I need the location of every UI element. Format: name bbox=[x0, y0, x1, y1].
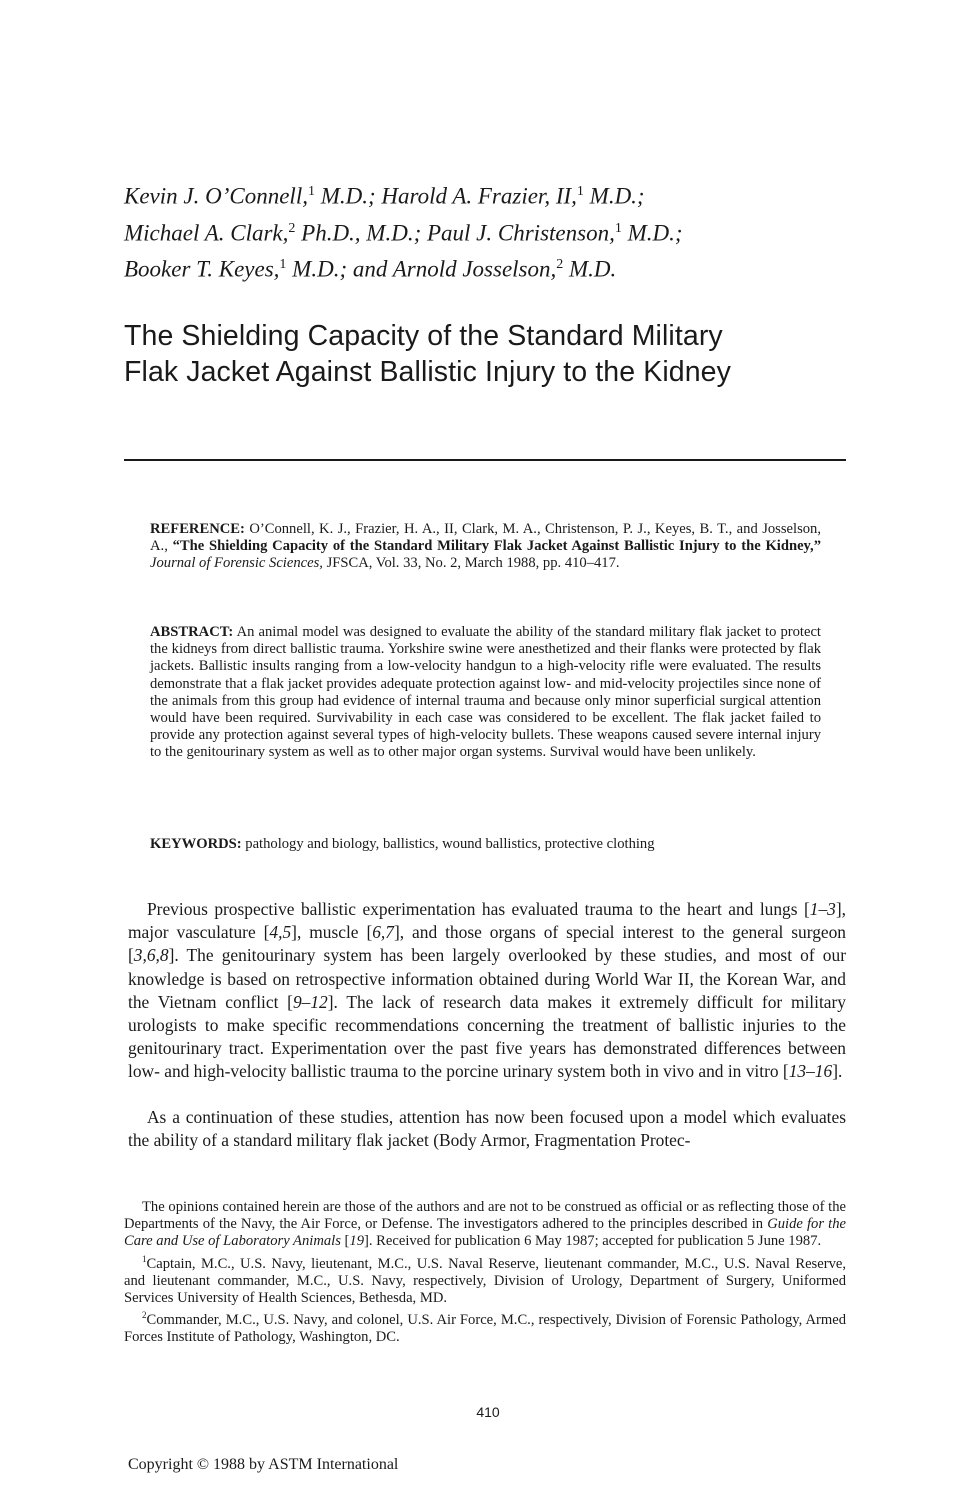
author-name: Arnold Josselson, bbox=[392, 256, 557, 282]
affiliation-marker: 1 bbox=[576, 184, 584, 199]
author-degree: M.D.; bbox=[583, 183, 645, 209]
footnote-1 bbox=[124, 1251, 846, 1307]
affiliation-marker: 2 bbox=[288, 220, 296, 236]
keywords-block bbox=[150, 836, 821, 853]
abstract-label: ABSTRACT: bbox=[150, 624, 234, 640]
footnote-text: Commander, M.C., U.S. Navy, and colonel, U.S. Air Force, M.C., respectively, Division of Forensic Pathology, Armed Forces Institute of Pathology, Washington, DC. bbox=[124, 1311, 846, 1346]
reference-block bbox=[150, 521, 821, 573]
title-divider bbox=[124, 459, 846, 461]
citation-ref: 13–16 bbox=[788, 1061, 833, 1082]
footnote-text: [ bbox=[340, 1233, 350, 1250]
body-paragraph bbox=[128, 898, 846, 1084]
title-line: The Shielding Capacity of the Standard Military bbox=[124, 320, 723, 352]
paper-title bbox=[124, 318, 864, 390]
reference-title: “The Shielding Capacity of the Standard Military Flak Jacket Against Ballistic Injury to the Kidney,” bbox=[172, 538, 821, 555]
affiliation-marker: 2 bbox=[556, 257, 564, 273]
reference-label: REFERENCE: bbox=[150, 521, 245, 537]
author-name: Booker T. Keyes, bbox=[124, 256, 280, 282]
author-name: Michael A. Clark, bbox=[124, 220, 289, 246]
footnote-2 bbox=[124, 1307, 846, 1346]
copyright-notice: Copyright © 1988 by ASTM International bbox=[128, 1456, 399, 1473]
reference-authors: O’Connell, K. J., Frazier, H. A., II, Clark, M. A., Christenson, P. J., Keyes, B. T., and Josselson, A., bbox=[150, 521, 821, 555]
keywords-text: pathology and biology, ballistics, wound ballistics, protective clothing bbox=[241, 836, 655, 852]
affiliation-marker: 1 bbox=[614, 220, 622, 236]
footnote-marker: 1 bbox=[142, 1253, 147, 1264]
abstract-block bbox=[150, 624, 821, 762]
author-name: Kevin J. O’Connell, bbox=[124, 183, 308, 209]
author-name: Harold A. Frazier, II, bbox=[381, 183, 577, 209]
author-name: Paul J. Christenson, bbox=[426, 220, 615, 246]
author-degree: M.D. bbox=[563, 256, 617, 282]
title-line: Flak Jacket Against Ballistic Injury to the Kidney bbox=[124, 356, 731, 388]
affiliation-marker: 1 bbox=[307, 184, 315, 199]
footnote-text: The opinions contained herein are those of the authors and are not to be construed as official or as reflecting those of the Departments of the Navy, the Air Force, or Defense. The investigators adhered to the principles described in bbox=[124, 1199, 846, 1233]
body-text: ], and those organs of special interest to the general surgeon [ bbox=[128, 922, 846, 966]
footnote-guide-title: Guide for the Care and Use of Laboratory Animals bbox=[124, 1216, 846, 1250]
body-text: ], major vasculature [ bbox=[128, 899, 846, 943]
author-degree: M.D.; bbox=[621, 220, 683, 246]
keywords-label: KEYWORDS: bbox=[150, 836, 242, 852]
citation-ref: 6,7 bbox=[372, 922, 394, 943]
footnote-text: ]. Received for publication 6 May 1987; accepted for publication 5 June 1987. bbox=[364, 1233, 822, 1250]
body-text: ]. The genitourinary system has been largely overlooked by these studies, and most of our knowledge is based on retrospective information obtained during World War II, the Korean War, and the Vietnam conflict [ bbox=[128, 945, 846, 1012]
author-degree: Ph.D., M.D.; bbox=[295, 220, 427, 246]
citation-ref: 4,5 bbox=[269, 922, 292, 943]
footnote-text: Captain, M.C., U.S. Navy, lieutenant, M.C., U.S. Naval Reserve, lieutenant commander, M.C., U.S. Naval Reserve, and lieutenant commander, M.C., U.S. Navy, respectively, Division of Urology, Department of Surgery, Uniformed Services University of Health Sciences, Bethesda, MD. bbox=[124, 1255, 846, 1306]
author-list bbox=[124, 176, 864, 286]
body-text: ], muscle [ bbox=[291, 922, 373, 943]
body-text: Previous prospective ballistic experimentation has evaluated trauma to the heart and lungs [ bbox=[147, 899, 810, 919]
footnote-marker: 2 bbox=[142, 1310, 147, 1321]
footnote-disclaimer bbox=[124, 1199, 846, 1251]
abstract-text: An animal model was designed to evaluate the ability of the standard military flak jacket to protect the kidneys from direct ballistic trauma. Yorkshire swine were anesthetized and their flanks were protected by flak jackets. Ballistic insults ranging from a low-velocity handgun to a high-velocity rifle were evaluated. The results demonstrate that a flak jacket provides adequate protection against low- and mid-velocity projectiles since none of the animals from this group had evidence of internal trauma and because only minor superficial surgical attention would have been required. Survivability in each case was considered to be excellent. The flak jacket failed to provide any protection against several types of high-velocity bullets. These weapons caused severe internal injury to the genitourinary system as well as to other major organ systems. Survival would have been unlikely. bbox=[150, 624, 821, 761]
citation-ref: 9–12 bbox=[292, 991, 328, 1012]
body-text: ]. bbox=[832, 1061, 843, 1082]
body-text: ]. The lack of research data makes it extremely difficult for military urologists to make specific recommendations concerning the treatment of ballistic injuries to the genitourinary tract. Experimentation over the past five years has demonstrated differences between low- and high-velocity ballistic trauma to the porcine urinary system both in vivo and in vitro [ bbox=[128, 991, 846, 1082]
citation-ref: 3,6,8 bbox=[133, 945, 169, 966]
reference-citation: JFSCA, Vol. 33, No. 2, March 1988, pp. 410–417. bbox=[322, 555, 620, 572]
reference-journal: Journal of Forensic Sciences, bbox=[150, 555, 323, 572]
citation-ref: 1–3 bbox=[809, 899, 836, 919]
footnotes bbox=[124, 1199, 846, 1346]
body-paragraph: As a continuation of these studies, attention has now been focused upon a model which evaluates the ability of a standard military flak jacket (Body Armor, Fragmentation Protec- bbox=[128, 1107, 846, 1151]
author-degree: M.D.; bbox=[314, 183, 382, 209]
page-number: 410 bbox=[476, 1404, 500, 1420]
affiliation-marker: 1 bbox=[279, 257, 287, 273]
author-degree: M.D.; and bbox=[286, 256, 393, 282]
citation-ref: 19 bbox=[349, 1233, 364, 1250]
